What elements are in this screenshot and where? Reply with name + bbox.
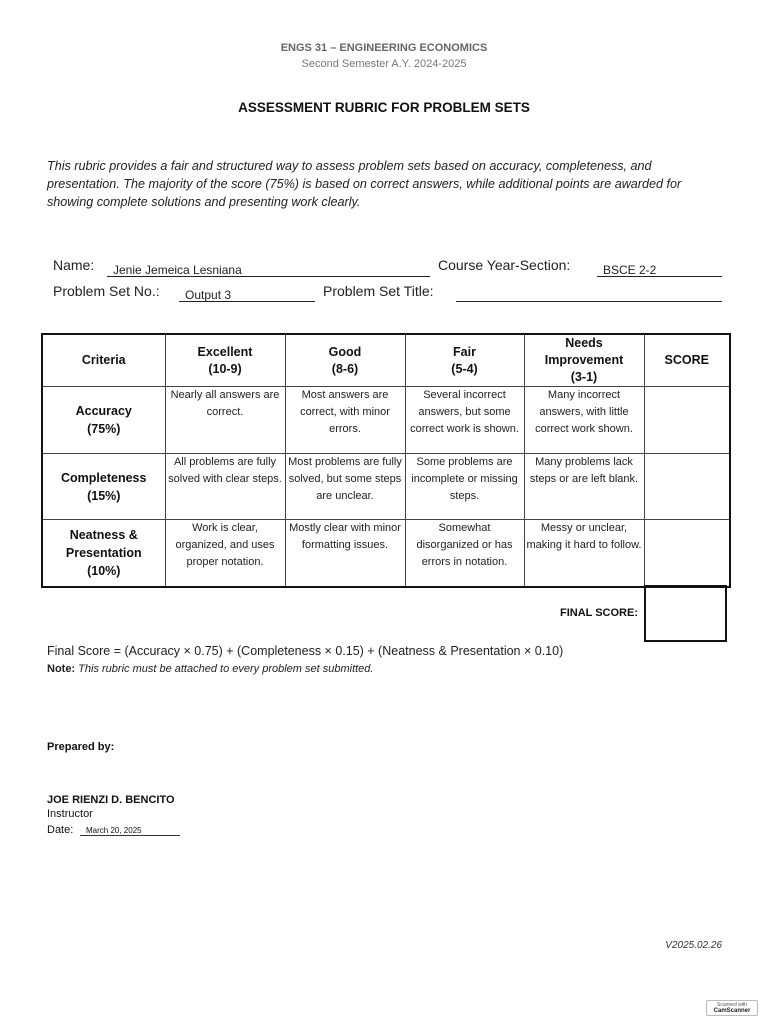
cell-fair: Several incorrect answers, but some correct work is shown. (405, 387, 524, 454)
problem-set-title-field[interactable] (456, 286, 722, 302)
criterion-accuracy: Accuracy (75%) (42, 387, 165, 454)
table-row (42, 454, 730, 520)
score-formula: Final Score = (Accuracy × 0.75) + (Completeness × 0.15) + (Neatness & Presentation × 0.10) (47, 644, 564, 658)
rubric-table (41, 333, 731, 588)
cell-fair: Somewhat disorganized or has errors in notation. (405, 520, 524, 587)
cell-needs-improvement: Many incorrect answers, with little correct work shown. (524, 387, 644, 454)
header-excellent: Excellent (10-9) (165, 334, 285, 387)
problem-set-title-label: Problem Set Title: (323, 283, 434, 299)
note (47, 663, 373, 675)
version-label: V2025.02.26 (665, 940, 722, 951)
course-section-label: Course Year-Section: (438, 257, 571, 273)
criterion-completeness: Completeness (15%) (42, 454, 165, 520)
note-label: Note: (47, 663, 76, 675)
table-row (42, 387, 730, 454)
camscanner-logo: CamScanner (713, 1008, 751, 1014)
instructor-name: JOE RIENZI D. BENCITO (47, 794, 175, 806)
header-score: SCORE (644, 334, 730, 387)
header-criteria: Criteria (42, 334, 165, 387)
semester-label: Second Semester A.Y. 2024-2025 (301, 58, 467, 70)
header-fair: Fair (5-4) (405, 334, 524, 387)
date-label: Date: (47, 824, 74, 836)
header-needs-improvement: Needs Improvement (3-1) (524, 334, 644, 387)
cell-needs-improvement: Messy or unclear, making it hard to follow. (524, 520, 644, 587)
score-cell-neatness[interactable] (644, 520, 730, 587)
note-text: This rubric must be attached to every problem set submitted. (78, 663, 374, 675)
score-cell-completeness[interactable] (644, 454, 730, 520)
camscanner-caption: Scanned with (716, 1002, 748, 1008)
header-good: Good (8-6) (285, 334, 405, 387)
camscanner-badge (706, 1000, 758, 1016)
criterion-neatness: Neatness & Presentation (10%) (42, 520, 165, 587)
cell-excellent: Nearly all answers are correct. (165, 387, 285, 454)
document-title: ASSESSMENT RUBRIC FOR PROBLEM SETS (238, 100, 530, 115)
cell-good: Mostly clear with minor formatting issues. (285, 520, 405, 587)
cell-fair: Some problems are incomplete or missing steps. (405, 454, 524, 520)
table-row (42, 520, 730, 587)
name-label: Name: (53, 257, 95, 273)
score-cell-accuracy[interactable] (644, 387, 730, 454)
prepared-by-label: Prepared by: (47, 741, 115, 753)
cell-excellent: Work is clear, organized, and uses proper notation. (165, 520, 285, 587)
instructor-role: Instructor (47, 808, 93, 820)
problem-set-no-label: Problem Set No.: (53, 283, 160, 299)
cell-good: Most problems are fully solved, but some steps are unclear. (285, 454, 405, 520)
course-title: ENGS 31 – ENGINEERING ECONOMICS (280, 42, 488, 54)
final-score-label: FINAL SCORE: (559, 607, 638, 619)
final-score-box[interactable] (644, 585, 727, 642)
course-section-field[interactable]: BSCE 2-2 (597, 261, 722, 277)
cell-excellent: All problems are fully solved with clear steps. (165, 454, 285, 520)
problem-set-no-field[interactable]: Output 3 (179, 286, 315, 302)
cell-good: Most answers are correct, with minor errors. (285, 387, 405, 454)
intro-paragraph: This rubric provides a fair and structured way to assess problem sets based on accuracy, completeness, and presentation. The majority of the score (75%) is based on correct answers, while additional points are awarded for showing complete solutions and presenting work clearly. (47, 159, 682, 209)
rubric-header-row (42, 334, 730, 387)
cell-needs-improvement: Many problems lack steps or are left blank. (524, 454, 644, 520)
name-field[interactable]: Jenie Jemeica Lesniana (107, 261, 430, 277)
date-field[interactable]: March 20, 2025 (80, 826, 180, 836)
